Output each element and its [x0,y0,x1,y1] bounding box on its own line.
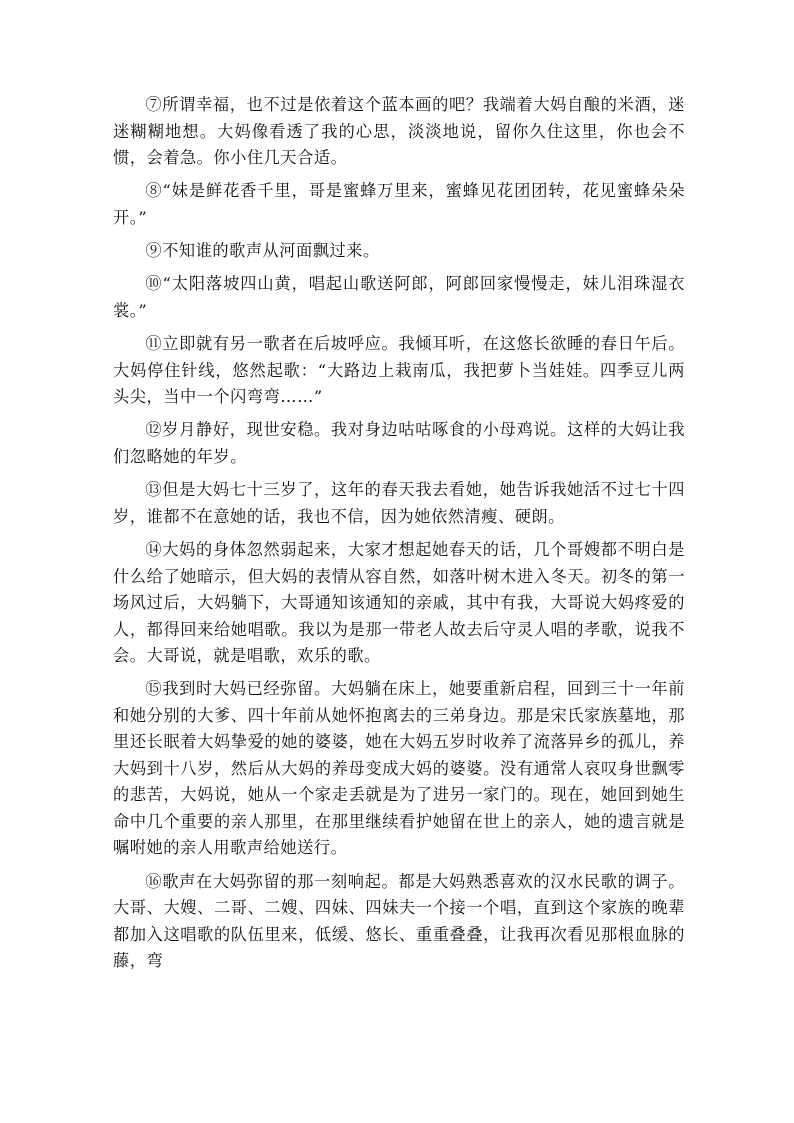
paragraph-11: ⑪立即就有另一歌者在后坡呼应。我倾耳听，在这悠长欲睡的春日午后。大妈停住针线，悠然起歌：“大路边上栽南瓜，我把萝卜当娃娃。四季豆儿两头尖，当中一个闪弯弯……” [113,334,685,407]
paragraph-8: ⑧“妹是鲜花香千里，哥是蜜蜂万里来，蜜蜂见花团团转，花见蜜蜂朵朵开。” [113,181,685,227]
paragraph-13: ⑬但是大妈七十三岁了，这年的春天我去看她，她告诉我她活不过七十四岁，谁都不在意她的话，我也不信，因为她依然清瘦、硬朗。 [113,480,685,526]
paragraph-7: ⑦所谓幸福，也不过是依着这个蓝本画的吧？我端着大妈自酿的米酒，迷迷糊糊地想。大妈像看透了我的心思，淡淡地说，留你久住这里，你也会不惯，会着急。你小住几天合适。 [113,95,685,167]
document-body [113,92,685,981]
paragraph-14: ⑭大妈的身体忽然弱起来，大家才想起她春天的话，几个哥嫂都不明白是什么给了她暗示，但大妈的表情从容自然，如落叶树木进入冬天。初冬的第一场风过后，大妈躺下，大哥通知该通知的亲戚，其中有我，大哥说大妈疼爱的人，都得回来给她唱歌。我以为是那一带老人故去后守灵人唱的孝歌，说我不会。大哥说，就是唱歌，欢乐的歌。 [113,540,685,666]
paragraph-10: ⑩“太阳落坡四山黄，唱起山歌送阿郎，阿郎回家慢慢走，妹儿泪珠湿衣裳。” [113,274,685,320]
paragraph-12: ⑫岁月静好，现世安稳。我对身边咕咕啄食的小母鸡说。这样的大妈让我们忽略她的年岁。 [113,420,685,466]
paragraph-16: ⑯歌声在大妈弥留的那一刻响起。都是大妈熟悉喜欢的汉水民歌的调子。大哥、大嫂、二哥、二嫂、四妹、四妹夫一个接一个唱，直到这个家族的晚辈都加入这唱歌的队伍里来，低缓、悠长、重重叠叠，让我再次看见那根血脉的藤，弯 [113,871,685,971]
paragraph-9: ⑨不知谁的歌声从河面飘过来。 [145,241,380,261]
paragraph-15: ⑮我到时大妈已经弥留。大妈躺在床上，她要重新启程，回到三十一年前和她分别的大爹、四十年前从她怀抱离去的三弟身边。那是宋氏家族墓地，那里还长眠着大妈挚爱的她的婆婆，她在大妈五岁时收养了流落异乡的孤儿，养大妈到十八岁，然后从大妈的养母变成大妈的婆婆。没有通常人哀叹身世飘零的悲苦，大妈说，她从一个家走丢就是为了进另一家门的。现在，她回到她生命中几个重要的亲人那里，在那里继续看护她留在世上的亲人，她的遗言就是嘱咐她的亲人用歌声给她送行。 [113,679,685,858]
